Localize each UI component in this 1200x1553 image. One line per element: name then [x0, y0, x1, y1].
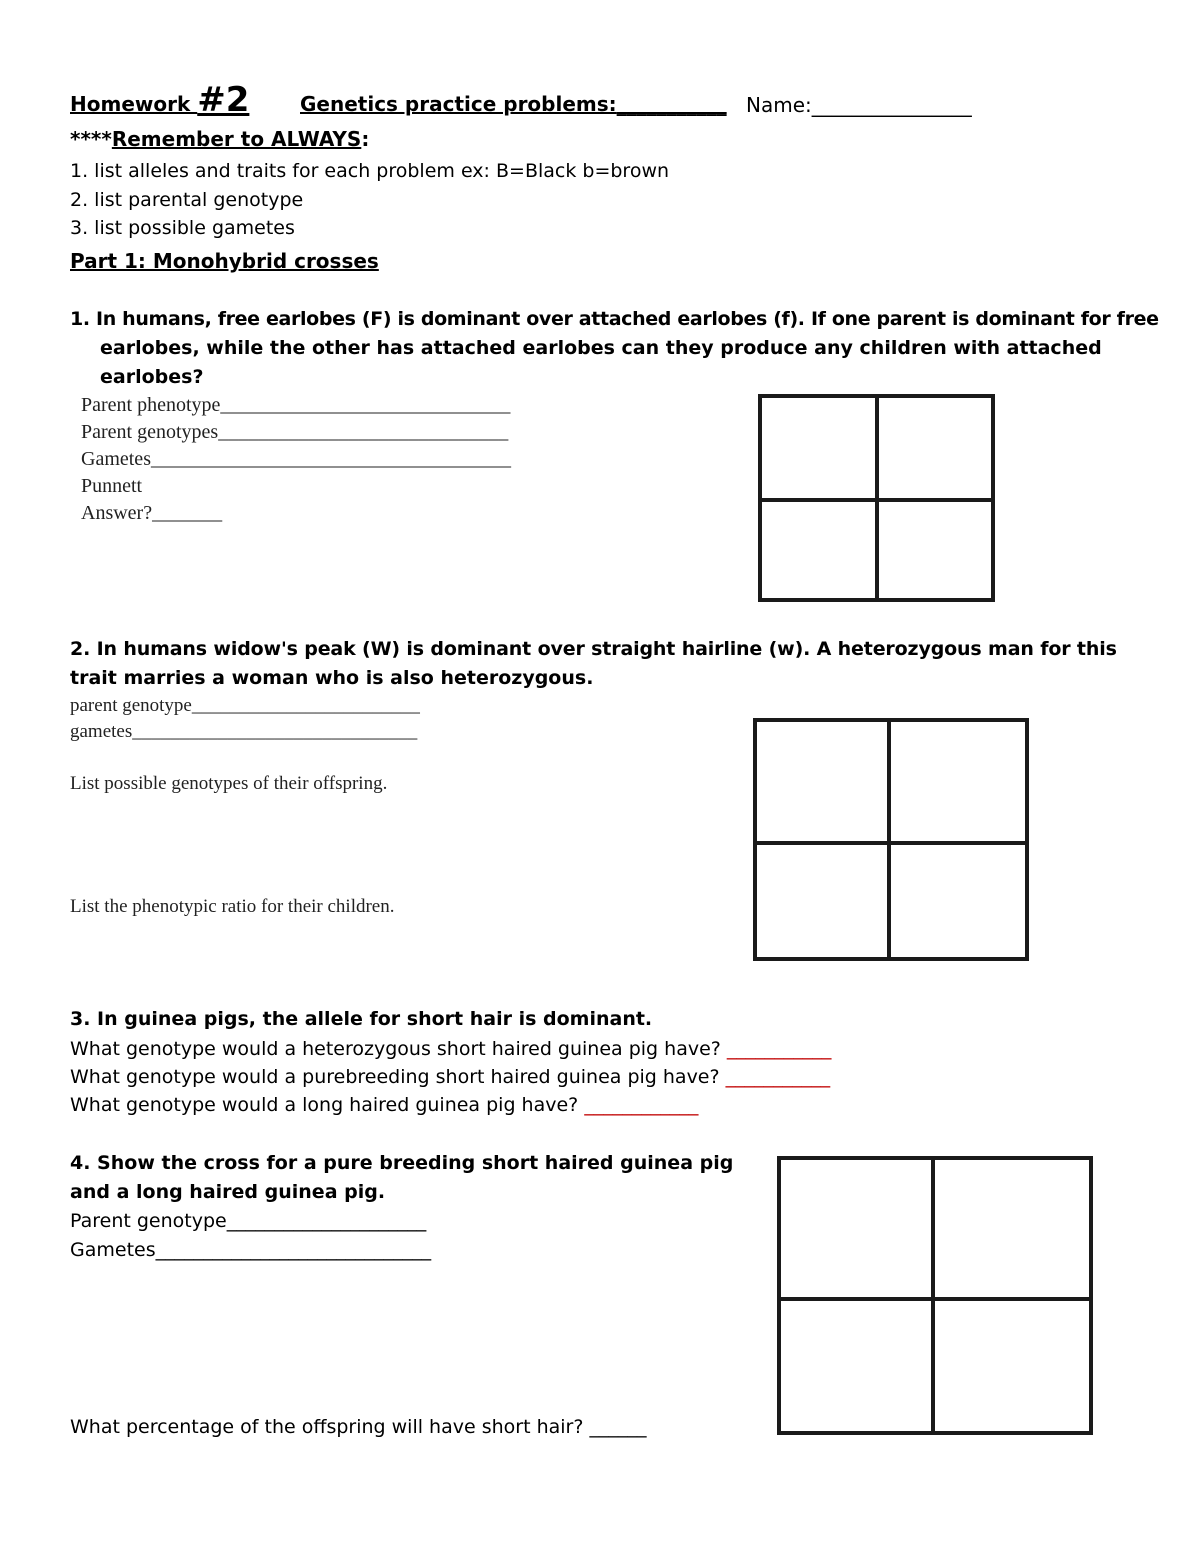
homework-label: Homework	[70, 92, 198, 116]
title-text: Genetics practice problems:	[300, 92, 617, 116]
q4-parent-genotype-field[interactable]: Parent genotype_____________________	[70, 1210, 427, 1232]
reminder-stars: ****	[70, 127, 112, 151]
punnett-divider-horizontal	[762, 498, 991, 502]
part1-heading: Part 1: Monohybrid crosses	[70, 249, 379, 273]
reminder-heading	[70, 127, 369, 151]
q2-genotypes-prompt: List possible genotypes of their offspring.	[70, 773, 388, 794]
title-blank: ___________	[616, 92, 727, 116]
q1-punnett-square[interactable]	[758, 394, 995, 602]
name-blank[interactable]: ________________	[811, 93, 972, 117]
q3-answer-blank-1[interactable]: ___________	[726, 1038, 832, 1060]
q1-answer-field[interactable]: Answer?_______	[81, 502, 223, 524]
q3-answer-blank-2[interactable]: ___________	[725, 1066, 831, 1088]
q4-percentage-question[interactable]: What percentage of the offspring will have short hair? ______	[70, 1416, 647, 1438]
reminder-colon: :	[361, 127, 370, 151]
q4-punnett-square[interactable]	[777, 1156, 1093, 1435]
punnett-divider-vertical	[887, 722, 891, 957]
q1-parent-genotypes-field[interactable]: Parent genotypes_____________________________	[81, 421, 509, 443]
punnett-divider-vertical	[931, 1160, 935, 1431]
q3-question-2-text: What genotype would a purebreeding short haired guinea pig have?	[70, 1066, 726, 1088]
q3-question-2	[70, 1066, 830, 1088]
worksheet-header	[70, 80, 249, 120]
punnett-divider-horizontal	[781, 1297, 1089, 1301]
q2-parent-genotype-field[interactable]: parent genotype________________________	[70, 695, 420, 716]
q1-gametes-field[interactable]: Gametes____________________________________	[81, 448, 511, 470]
q2-line-2: trait marries a woman who is also heterozygous.	[70, 667, 594, 689]
name-field[interactable]	[746, 93, 972, 117]
reminder-item-1: 1. list alleles and traits for each problem ex: B=Black b=brown	[70, 160, 670, 182]
worksheet-title	[300, 92, 727, 116]
q3-answer-blank-3[interactable]: ____________	[584, 1094, 699, 1116]
q4-line-1: 4. Show the cross for a pure breeding short haired guinea pig	[70, 1152, 734, 1174]
q2-punnett-square[interactable]	[753, 718, 1029, 961]
q3-question-1	[70, 1038, 831, 1060]
q2-ratio-prompt: List the phenotypic ratio for their children.	[70, 896, 395, 917]
q2-gametes-field[interactable]: gametes______________________________	[70, 721, 418, 742]
q1-punnett-label: Punnett	[81, 475, 143, 497]
reminder-item-3: 3. list possible gametes	[70, 217, 295, 239]
q1-line-1: 1. In humans, free earlobes (F) is dominant over attached earlobes (f). If one parent is dominant for free	[70, 308, 1159, 330]
q3-question-3-text: What genotype would a long haired guinea pig have?	[70, 1094, 585, 1116]
q3-heading: 3. In guinea pigs, the allele for short hair is dominant.	[70, 1008, 653, 1030]
name-label: Name:	[746, 93, 812, 117]
q2-line-1: 2. In humans widow's peak (W) is dominant over straight hairline (w). A heterozygous man for this	[70, 638, 1117, 660]
q4-gametes-field[interactable]: Gametes_____________________________	[70, 1239, 432, 1261]
q4-line-2: and a long haired guinea pig.	[70, 1181, 386, 1203]
reminder-text: Remember to ALWAYS	[111, 127, 362, 151]
q1-line-3: earlobes?	[100, 366, 204, 388]
reminder-item-2: 2. list parental genotype	[70, 189, 304, 211]
q1-parent-phenotype-field[interactable]: Parent phenotype_____________________________	[81, 394, 511, 416]
punnett-divider-horizontal	[757, 841, 1025, 845]
homework-number: #2	[197, 80, 250, 120]
q1-line-2: earlobes, while the other has attached earlobes can they produce any children with attached	[100, 337, 1102, 359]
q3-question-1-text: What genotype would a heterozygous short haired guinea pig have?	[70, 1038, 727, 1060]
q3-question-3	[70, 1094, 698, 1116]
